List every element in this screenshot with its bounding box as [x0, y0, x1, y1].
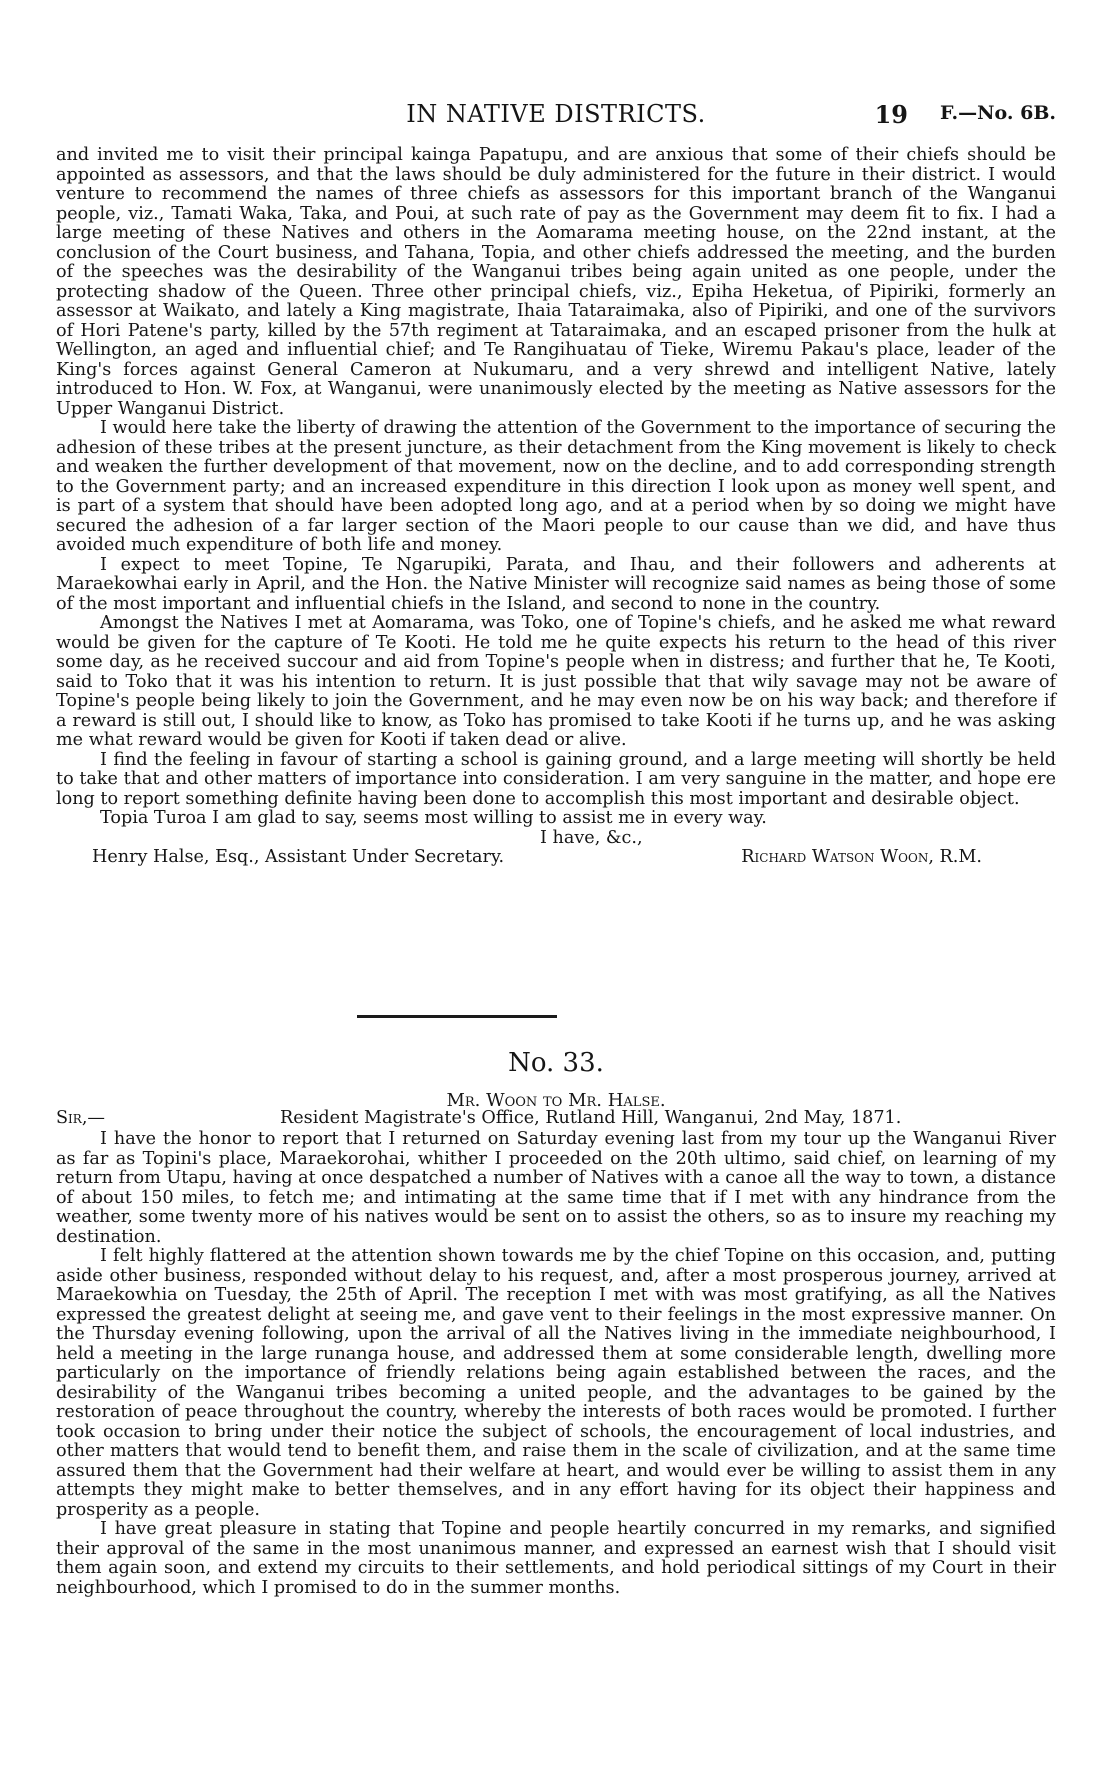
paragraph: I find the feeling in favour of starting a school is gaining ground, and a large meeting will shortly be held to take that and other matters of importance into consideration. I am very sanguine in the matter, and hope ere long to report something definite having been done to accomplish this most important and desirable object. [56, 749, 1056, 809]
second-letter-heading [56, 1048, 1056, 1111]
letter-header [56, 1108, 1056, 1130]
signature: Richard Watson Woon, R.M. [741, 847, 982, 867]
running-title: IN NATIVE DISTRICTS. [406, 100, 706, 128]
signature-row [56, 848, 1056, 868]
paragraph: Topia Turoa I am glad to say, seems most willing to assist me in every way. [100, 808, 767, 828]
running-head [56, 100, 1056, 130]
paragraph: I felt highly flattered at the attention shown towards me by the chief Topine on this occasion, and, putting aside other business, responded without delay to his request, and, after a most prosperous journey, arrived at Maraekowhia on Tuesday, the 25th of April. The reception I met with was most gratifying, as all the Natives expressed the greatest delight at seeing me, and gave vent to their feelings in the most expressive manner. On the Thursday evening following, upon the arrival of all the Natives living in the immediate neighbourhood, I held a meeting in the large runanga house, and addressed them at some considerable length, dwelling more particularly on the importance of friendly relations being again established between the races, and the desirability of the Wanganui tribes becoming a united people, and the advantages to be gained by the restoration of peace throughout the country, whereby the interests of both races would be promoted. I further took occasion to bring under their notice the subject of schools, the encouragement of local industries, and other matters that would tend to benefit them, and raise them in the scale of civilization, and at the same time assured them that the Government had their welfare at heart, and would ever be willing to assist them in any attempts they might make to better themselves, and in any effort having for its object their happiness and prosperity as a people. [56, 1246, 1056, 1520]
paragraph: and invited me to visit their principal kainga Papatupu, and are anxious that some of their chiefs should be appointed as assessors, and that the laws should be duly administered for the future in their district. I would venture to recommend the names of three chiefs as assessors for this important branch of the Wanganui people, viz., Tamati Waka, Taka, and Poui, at such rate of pay as the Government may deem fit to fix. I had a large meeting of these Natives and others in the Aomarama meeting house, on the 22nd instant, at the conclusion of the Court business, and Tahana, Topia, and other chiefs addressed the meeting, and the burden of the speeches was the desirability of the Wanganui tribes being again united as one people, under the protecting shadow of the Queen. Three other principal chiefs, viz., Epiha Heketua, of Pipiriki, formerly an assessor at Waikato, and lately a King magistrate, Ihaia Tataraimaka, also of Pipiriki, and one of the survivors of Hori Patene's party, killed by the 57th regiment at Tataraimaka, and an escaped prisoner from the hulk at Wellington, an aged and influential chief; and Te Rangihuatau of Tieke, Wiremu Pakau's place, leader of the King's forces against General Cameron at Nukumaru, and a very shrewd and intelligent Native, lately introduced to Hon. W. Fox, at Wanganui, were unanimously elected by the meeting as Native assessors for the Upper Wanganui District. [56, 145, 1056, 419]
paper-reference: F.—No. 6B. [939, 102, 1056, 124]
addressee: Henry Halse, Esq., Assistant Under Secretary. [92, 847, 505, 867]
paragraph: I have the honor to report that I returned on Saturday evening last from my tour up the Wanganui River as far as Topini's place, Maraekorohai, whither I proceeded on the 20th ultimo, said chief, on learning of my return from Utapu, having at once despatched a number of Natives with a canoe all the way to town, a distance of about 150 miles, to fetch me; and intimating at the same time that if I met with any hindrance from the weather, some twenty more of his natives would be sent on to assist the others, so as to insure my reaching my destination. [56, 1129, 1056, 1247]
letter-number: No. 33. [508, 1048, 604, 1078]
letter-parties: Mr. Woon to Mr. Halse. [446, 1090, 666, 1111]
paragraph: I would here take the liberty of drawing the attention of the Government to the importance of securing the adhesion of these tribes at the present juncture, as their detachment from the King movement is likely to check and weaken the further development of that movement, now on the decline, and to add corresponding strength to the Government party; and an increased expenditure in this direction I look upon as money well spent, and is part of a system that should have been adopted long ago, and at a period when by so doing we might have secured the adhesion of a far larger section of the Maori people to our cause than we did, and have thus avoided much expenditure of both life and money. [56, 418, 1056, 555]
paragraph: I have great pleasure in stating that Topine and people heartily concurred in my remarks, and signified their approval of the same in the most unanimous manner, and expressed an earnest wish that I should visit them again soon, and extend my circuits to their settlements, and hold periodical sittings of my Court in their neighbourhood, which I promised to do in the summer months. [56, 1519, 1056, 1598]
first-letter-body [56, 146, 1056, 868]
paragraph: Amongst the Natives I met at Aomarama, was Toko, one of Topine's chiefs, and he asked me what reward would be given for the capture of Te Kooti. He told me he quite expects his return to the head of this river some day, as he received succour and aid from Topine's people when in distress; and further that he, Te Kooti, said to Toko that it was his intention to return. It is just possible that that wily savage may not be aware of Topine's people being likely to join the Government, and he may even now be on his way back; and therefore if a reward is still out, I should like to know, as Toko has promised to take Kooti if he turns up, and he was asking me what reward would be given for Kooti if taken dead or alive. [56, 613, 1056, 750]
page-number: 19 [874, 100, 908, 129]
paragraph: I expect to meet Topine, Te Ngarupiki, Parata, and Ihau, and their followers and adherents at Maraekowhai early in April, and the Hon. the Native Minister will recognize said names as being those of some of the most important and influential chiefs in the Island, and second to none in the country. [56, 554, 1056, 614]
section-divider [357, 1015, 557, 1018]
second-letter-body [56, 1130, 1056, 1598]
closing-line: I have, &c., [540, 827, 643, 848]
salutation: Sir,— [56, 1108, 106, 1128]
sender-address: Resident Magistrate's Office, Rutland Hill, Wanganui, 2nd May, 1871. [280, 1108, 902, 1128]
